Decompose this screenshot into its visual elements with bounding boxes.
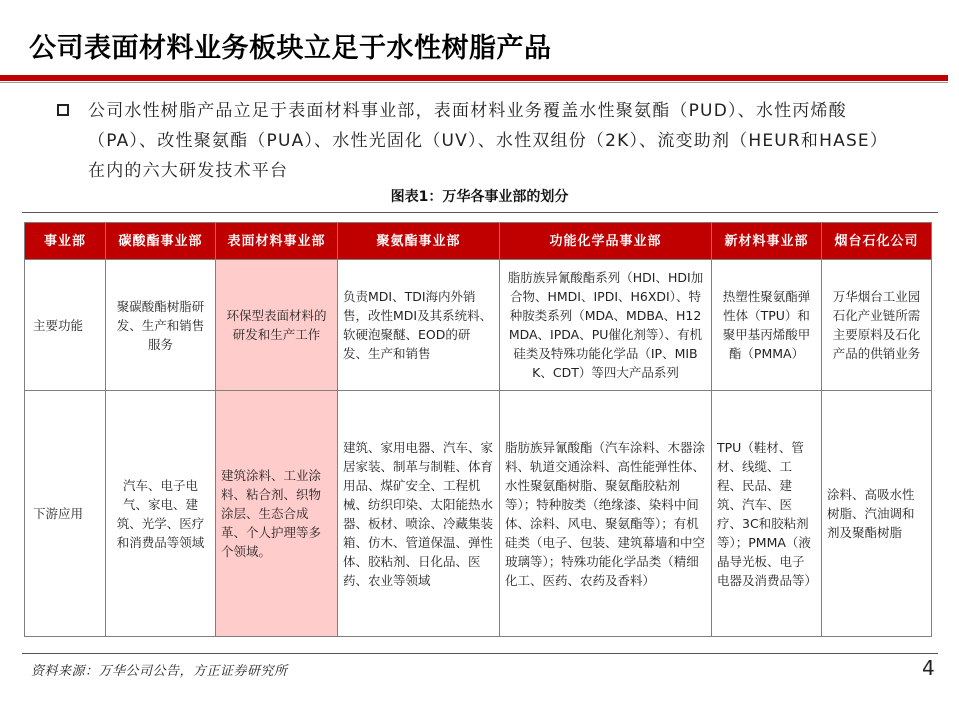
header-cell: 事业部 — [25, 223, 106, 260]
header-cell: 功能化学品事业部 — [500, 223, 712, 260]
caption-rule — [22, 212, 938, 213]
header-cell: 烟台石化公司 — [822, 223, 932, 260]
header-cell: 表面材料事业部 — [216, 223, 338, 260]
table-cell: 负责MDI、TDI海内外销售，改性MDI及其系统料、软硬泡聚醚、EOD的研发、生产和销售 — [338, 260, 500, 391]
division-table — [24, 222, 932, 637]
title-underline — [0, 75, 948, 81]
row-label: 下游应用 — [25, 391, 106, 637]
footer-rule — [22, 653, 938, 654]
table-cell: 聚碳酸酯树脂研发、生产和销售服务 — [106, 260, 216, 391]
header-cell: 聚氨酯事业部 — [338, 223, 500, 260]
table-cell: 涂料、高吸水性树脂、汽油调和剂及聚酯树脂 — [822, 391, 932, 637]
square-bullet-icon — [57, 104, 69, 116]
table-row — [25, 260, 932, 391]
table-cell: 汽车、电子电气、家电、建筑、光学、医疗和消费品等领域 — [106, 391, 216, 637]
header-cell: 新材料事业部 — [712, 223, 822, 260]
slide-title: 公司表面材料业务板块立足于水性树脂产品 — [29, 33, 552, 64]
table-cell: 脂肪族异氰酸酯（汽车涂料、木器涂料、轨道交通涂料、高性能弹性体、水性聚氨酯树脂、聚氨酯胶粘剂等）；特种胺类（绝缘漆、染料中间体、涂料、风电、聚氨酯等）；有机硅类（电子、包装、建筑幕墙和中空玻璃等）；特殊功能化学品类（精细化工、医药、农药及香料） — [500, 391, 712, 637]
bullet-paragraph: 公司水性树脂产品立足于表面材料事业部，表面材料业务覆盖水性聚氨酯（PUD）、水性丙烯酸（PA）、改性聚氨酯（PUA）、水性光固化（UV）、水性双组份（2K）、流变助剂（HEUR和HASE）在内的六大研发技术平台 — [88, 101, 889, 181]
highlighted-cell: 建筑涂料、工业涂料、粘合剂、织物涂层、生态合成革、个人护理等多个领域。 — [216, 391, 338, 637]
table-cell: TPU（鞋材、管材、线缆、工程、民品、建筑、汽车、医疗、3C和胶粘剂等）；PMMA（液晶导光板、电子电器及消费品等） — [712, 391, 822, 637]
page-number: 4 — [922, 656, 935, 680]
table-cell: 建筑、家用电器、汽车、家居家装、制革与制鞋、体育用品、煤矿安全、工程机械、纺织印染、太阳能热水器、板材、喷涂、冷藏集装箱、仿木、管道保温、弹性体、胶粘剂、日化品、医药、农业等领域 — [338, 391, 500, 637]
table-row — [25, 391, 932, 637]
title-underline-thin — [0, 82, 948, 83]
row-label: 主要功能 — [25, 260, 106, 391]
header-cell: 碳酸酯事业部 — [106, 223, 216, 260]
table-cell: 热塑性聚氨酯弹性体（TPU）和聚甲基丙烯酸甲酯（PMMA） — [712, 260, 822, 391]
table-cell: 万华烟台工业园石化产业链所需主要原料及石化产品的供销业务 — [822, 260, 932, 391]
source-note: 资料来源：万华公司公告，方正证券研究所 — [31, 664, 288, 679]
highlighted-cell: 环保型表面材料的研发和生产工作 — [216, 260, 338, 391]
table-caption: 图表1：万华各事业部的划分 — [390, 189, 569, 205]
table-cell: 脂肪族异氰酸酯系列（HDI、HDI加合物、HMDI、IPDI、H6XDI）、特种胺类系列（MDA、MDBA、H12MDA、IPDA、PU催化剂等）、有机硅类及特殊功能化学品（IP、MIBK、CDT）等四大产品系列 — [500, 260, 712, 391]
table-header-row — [25, 223, 932, 260]
